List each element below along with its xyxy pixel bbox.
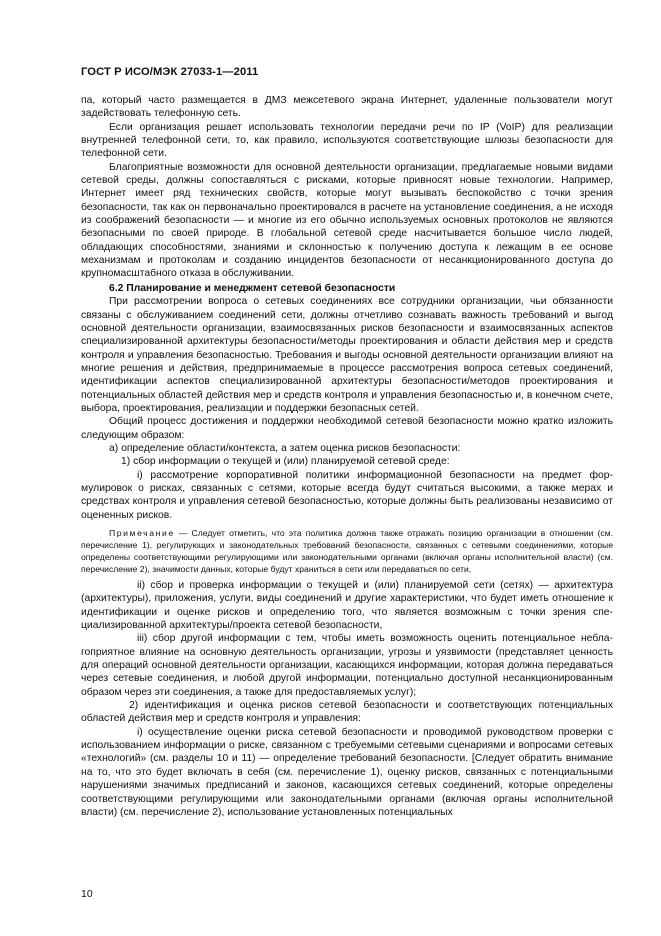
paragraph: Общий процесс достижения и поддержки необходимой сетевой безопасности можно кратко изложить следующим образом: — [81, 416, 613, 441]
list-item: 1) сбор информации о текущей и (или) планируемой сетевой среде: — [121, 456, 450, 468]
section-title: 6.2 Планирование и менеджмент сетевой безопасности — [109, 282, 396, 294]
paragraph: Если организация решает использовать технологии передачи речи по IP (VoIP) для реализации внутренней телефонной сети, то, как правило, используются соответствующие шлюзы безопасности для телефонной сети. — [81, 121, 613, 160]
note-label: Примечание — [109, 528, 175, 538]
list-item: i) осуществление оценки риска сетевой безопасности и проводимой руководством проверки с использованием информации о риске, связанном с требуемыми сетевыми сценариями и вопросами сетевых «технологий» (см. разделы 10 и 11) — определение требований безопасности. [Следует обратить внимание на то, что это будет включать в себя (см. перечисление 1), оценку рисков, связанных с потенциальными нарушениями значимых предписаний и законов, касающихся сетевых соединений, которые определены соответствующими регулирующими или законодательными органами (включая органы исполнительной власти) (см. перечисление 2), использование установленных потенциальных — [81, 726, 613, 818]
page-number: 10 — [81, 888, 93, 900]
list-item: ii) сбор и проверка информации о текущей и (или) планируемой сети (сетях) — архитектура (архитектуры), приложения, услуги, виды соединений и другие характеристики, что будет иметь отношение к идентификации и оценке рисков и определению того, что является возможным с точки зрения специализированной архитектуры/проекта сетевой безопасности, — [81, 580, 613, 632]
document-header: ГОСТ Р ИСО/МЭК 27033-1—2011 — [81, 66, 259, 78]
paragraph: па, который часто размещается в ДМЗ межсетевого экрана Интернет, удаленные пользователи могут задействовать телефонную сеть. — [81, 95, 613, 120]
document-body — [81, 94, 613, 819]
note — [81, 527, 613, 575]
list-item: 2) идентификация и оценка рисков сетевой безопасности и соответствующих потенциальных областей действия мер и средств контроля и управления: — [81, 700, 613, 725]
list-item: а) определение области/контекста, а затем оценка рисков безопасности: — [109, 442, 461, 454]
note-text: — Следует отметить, что эта политика должна также отражать позицию организации в отношении (см. перечисление 1), регулирующих и законодательных требований безопасности, связанных с сетевыми соединениями, которые определены соответствующими регулирующими или законодательными органами (включая органы исполнительной власти) (см. перечисление 2), значимости данных, которые будут храниться в сети или передаваться по сети, — [81, 528, 613, 574]
paragraph: Благоприятные возможности для основной деятельности организации, предлагаемые новыми видами сетевой среды, должны сопоставляться с рисками, которые привносят новые технологии. Например, Интернет имеет ряд технических свойств, которые могут вызывать беспокойство с точки зрения безопасности, так как он первоначально проектировался в расчете на установление соединения, а не исходя из соображений безопасности — и многие из его обычно используемых основных протоколов не являются безопасными по своей природе. В глобальной сетевой среде насчитывается большое число людей, обладающих способностями, знаниями и склонностью к получению доступа к лежащим в ее основе механизмам и протоколам и созданию инцидентов безопасности от несанкционированного доступа до крупномасштабного отказа в обслуживании. — [81, 161, 613, 280]
list-item: iii) сбор другой информации с тем, чтобы иметь возможность оценить потенциальное неблагоприятное влияние на основную деятельность организации, угрозы и уязвимости (представляет ценность для операций основной деятельности организации, касающихся информации, которая должна передаваться через сетевые соединения, и любой другой информации, потенциально доступной несанкционированным образом через эти соединения, а также для предоставляемых услуг); — [81, 633, 613, 698]
list-item: i) рассмотрение корпоративной политики информационной безопасности на предмет формулировок о рисках, связанных с сетями, которые всегда будут считаться высокими, а также мерах и средствах контроля и управления сетевой безопасностью, которые должны быть реализованы независимо от оцененных рисков. — [81, 469, 613, 521]
paragraph: При рассмотрении вопроса о сетевых соединениях все сотрудники организации, чьи обязанности связаны с обслуживанием соединений сети, должны отчетливо сознавать важность требований и выгод основной деятельности организации, взаимосвязанных рисков безопасности и взаимосвязанных аспектов специализированной архитектуры безопасности/методы проектирования и области действия мер и средств контроля и управления безопасностью. Требования и выгоды основной деятельности организации влияют на многие решения и действия, предпринимаемые в процессе рассмотрения вопроса сетевых соединений, идентификации аспектов специализированной архитектуры безопасности/методов проектирования и потенциальных областей действия мер и средств контроля и управления безопасностью и, в конечном счете, выбора, проектирования, реализации и поддержки безопасных сетей. — [81, 296, 613, 414]
